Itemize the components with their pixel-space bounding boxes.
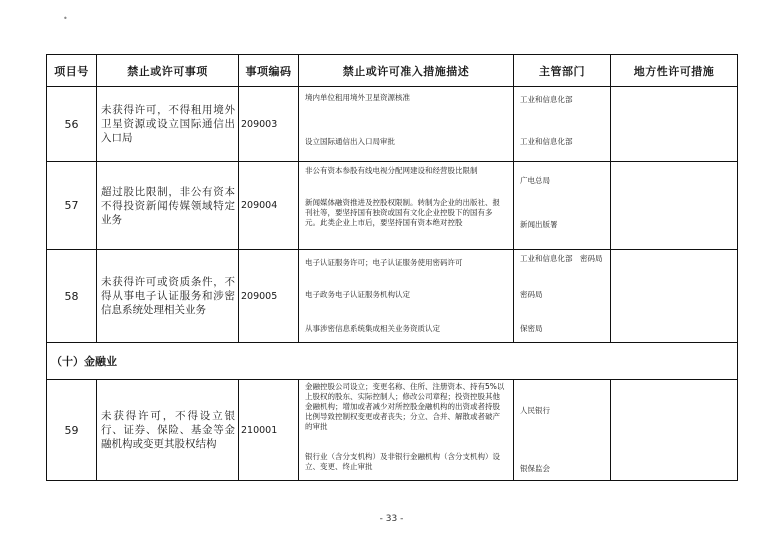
measure-desc: 从事涉密信息系统集成相关业务资质认定 [305,324,440,333]
section-title: （十）金融业 [47,343,738,380]
row-local [611,162,738,250]
row-code: 210001 [239,380,299,481]
row-local [611,250,738,343]
measure-desc: 银行业（含分支机构）及非银行金融机构（含分支机构）设立、变更、终止审批 [305,452,500,471]
header-dept: 主管部门 [514,55,611,87]
row-item: 未获得许可，不得设立银行、证券、保险、基金等金融机构或变更其股权结构 [97,380,239,481]
measure-dept: 银保监会 [520,464,550,473]
table-row [47,162,738,250]
row-code: 209003 [239,87,299,162]
row-dept [514,250,611,343]
permit-table [46,54,738,481]
measure-desc: 设立国际通信出入口局审批 [305,137,395,146]
measure-dept: 人民银行 [520,406,550,415]
row-local [611,87,738,162]
row-num: 57 [47,162,97,250]
row-dept [514,87,611,162]
row-desc [299,250,514,343]
measure-dept: 保密局 [520,324,543,333]
row-desc [299,380,514,481]
measure-desc: 非公有资本参股有线电视分配网建设和经营股比限制 [305,166,478,175]
header-desc: 禁止或许可准入措施描述 [299,55,514,87]
measure-dept: 工业和信息化部 密码局 [520,254,603,263]
section-row [47,343,738,380]
row-item: 未获得许可，不得租用境外卫星资源或设立国际通信出入口局 [97,87,239,162]
table-header-row [47,55,738,87]
measure-dept: 广电总局 [520,176,550,185]
header-item: 禁止或许可事项 [97,55,239,87]
measure-desc: 电子政务电子认证服务机构认定 [305,290,410,299]
row-item: 未获得许可或资质条件，不得从事电子认证服务和涉密信息系统处理相关业务 [97,250,239,343]
measure-dept: 新闻出版署 [520,220,558,229]
measure-desc: 电子认证服务许可；电子认证服务使用密码许可 [305,258,463,267]
measure-desc: 金融控股公司设立；变更名称、住所、注册资本、持有5%以上股权的股东、实际控制人；修改公司章程；投资控股其他金融机构；增加或者减少对所控股金融机构的出资或者持股比例导致控制权变更或者丧失；分立、合并、解散或者破产的审批 [305,382,505,431]
table-row [47,380,738,481]
row-dept [514,162,611,250]
table-row [47,87,738,162]
row-local [611,380,738,481]
measure-desc: 境内单位租用境外卫星资源核准 [305,93,410,102]
measure-dept: 工业和信息化部 [520,137,573,146]
row-desc [299,162,514,250]
measure-dept: 密码局 [520,290,543,299]
page-number: - 33 - [379,514,404,524]
corner-mark: • [63,14,68,23]
row-item: 超过股比限制，非公有资本不得投资新闻传媒领域特定业务 [97,162,239,250]
row-num: 58 [47,250,97,343]
row-code: 209005 [239,250,299,343]
header-num: 项目号 [47,55,97,87]
row-dept [514,380,611,481]
row-code: 209004 [239,162,299,250]
row-num: 56 [47,87,97,162]
row-desc [299,87,514,162]
row-num: 59 [47,380,97,481]
measure-desc: 新闻媒体融资推进及控股权限制。转制为企业的出版社、报刊社等，要坚持国有独资或国有文化企业控股下的国有多元。此类企业上市后，要坚持国有资本绝对控股 [305,198,500,227]
header-local: 地方性许可措施 [611,55,738,87]
table-row [47,250,738,343]
header-code: 事项编码 [239,55,299,87]
measure-dept: 工业和信息化部 [520,95,573,104]
